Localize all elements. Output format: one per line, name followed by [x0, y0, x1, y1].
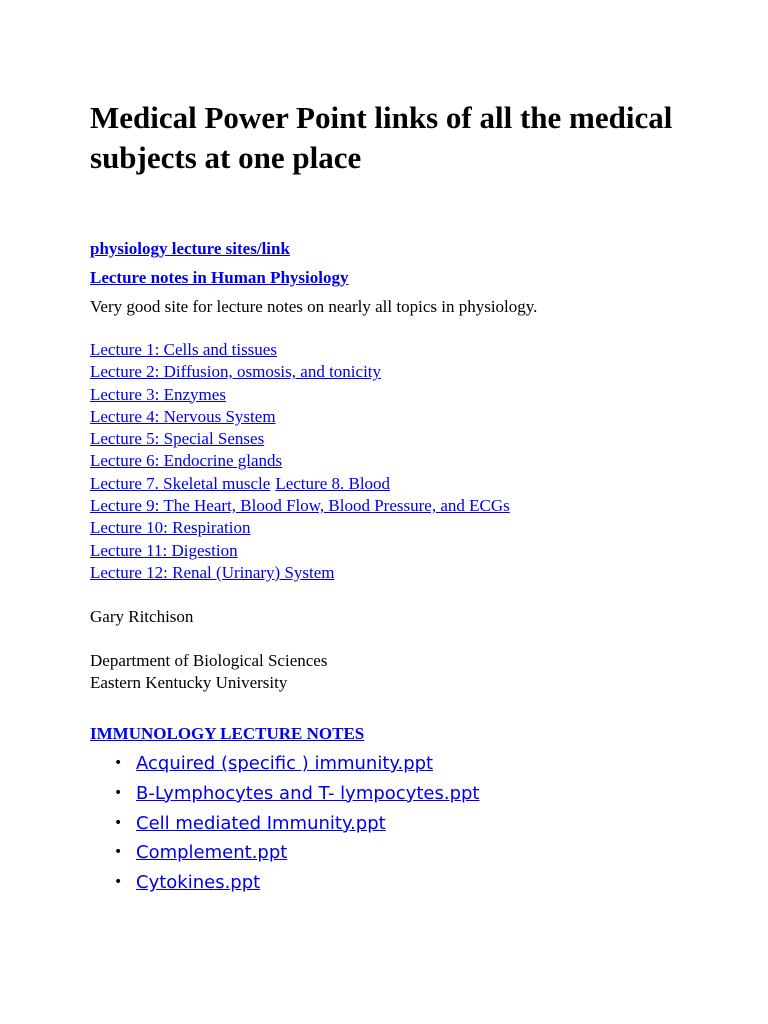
lecture-link[interactable]: Lecture 4: Nervous System: [90, 406, 276, 426]
lecture-line: [90, 361, 510, 383]
bullet-icon: •: [114, 755, 123, 771]
ppt-file-link[interactable]: Cell mediated Immunity.ppt: [136, 812, 386, 834]
immunology-notes-link[interactable]: IMMUNOLOGY LECTURE NOTES: [90, 724, 365, 743]
bullet-icon: •: [114, 784, 123, 801]
lecture-line: [90, 406, 510, 428]
lecture-line: [90, 428, 510, 450]
lecture-link[interactable]: Lecture 6: Endocrine glands: [90, 451, 283, 471]
lecture-line: [90, 339, 510, 361]
lecture-line: [90, 517, 510, 539]
lecture-line: [90, 495, 510, 517]
lecture-link[interactable]: Lecture 9: The Heart, Blood Flow, Blood Pressure, and ECGs: [90, 496, 510, 516]
ppt-file-link[interactable]: Complement.ppt: [136, 842, 288, 864]
lecture-link[interactable]: Lecture 8. Blood: [275, 473, 391, 493]
lecture-line: [90, 384, 510, 406]
lecture-link[interactable]: Lecture 11: Digestion: [90, 540, 238, 560]
lecture-line: [90, 450, 510, 472]
lecture-link[interactable]: Lecture 10: Respiration: [90, 518, 251, 538]
physiology-sites-link[interactable]: physiology lecture sites/link: [90, 239, 290, 258]
lecture-link[interactable]: Lecture 5: Special Senses: [90, 429, 265, 449]
lecture-link[interactable]: Lecture 1: Cells and tissues: [90, 340, 277, 359]
site-description: Very good site for lecture notes on nearly all topics in physiology.: [90, 297, 538, 316]
ppt-file-link[interactable]: Acquired (specific ) immunity.ppt: [136, 753, 434, 774]
lecture-link[interactable]: Lecture 7. Skeletal muscle: [90, 473, 271, 493]
lecture-list: [90, 339, 510, 584]
ppt-file-link[interactable]: B-Lymphocytes and T- lympocytes.ppt: [136, 782, 480, 804]
lecture-line: [90, 540, 510, 562]
lecture-notes-link[interactable]: Lecture notes in Human Physiology: [90, 268, 349, 287]
ppt-file-link[interactable]: Cytokines.ppt: [136, 872, 261, 894]
lecture-line: [90, 473, 510, 495]
lecture-link[interactable]: Lecture 12: Renal (Urinary) System: [90, 562, 335, 582]
bullet-icon: •: [114, 844, 123, 861]
department-name: Department of Biological Sciences: [90, 651, 328, 670]
lecture-line: [90, 562, 510, 584]
lecture-link[interactable]: Lecture 2: Diffusion, osmosis, and tonicity: [90, 362, 382, 382]
lecture-link[interactable]: Lecture 3: Enzymes: [90, 384, 226, 404]
bullet-icon: •: [114, 814, 123, 831]
page-title: Medical Power Point links of all the medical subjects at one place: [90, 100, 673, 175]
university-name: Eastern Kentucky University: [90, 673, 288, 692]
bullet-icon: •: [114, 874, 123, 891]
author-name: Gary Ritchison: [90, 607, 194, 626]
